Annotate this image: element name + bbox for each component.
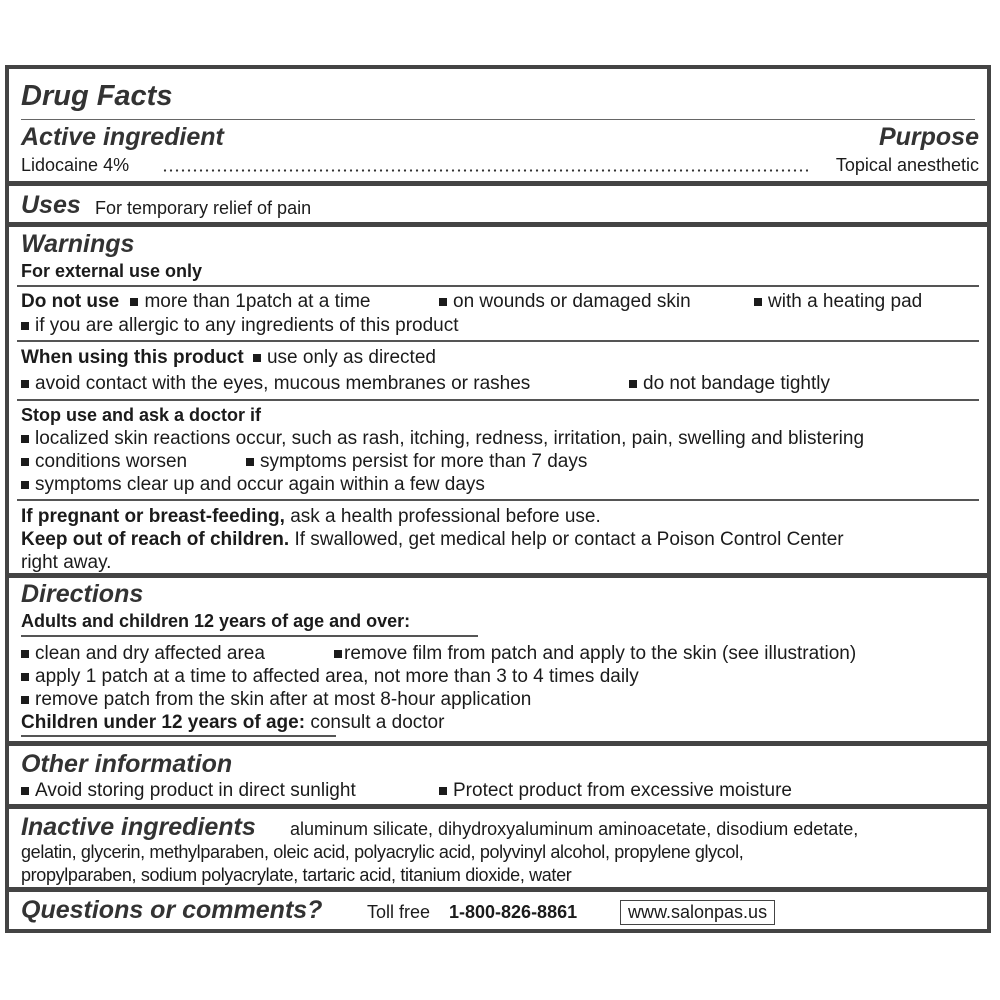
stop-use-label: Stop use and ask a doctor if xyxy=(21,405,262,425)
keep-out-warning xyxy=(21,530,844,549)
when-using-item: avoid contact with the eyes, mucous membranes or rashes xyxy=(35,373,531,394)
when-using-item: do not bandage tightly xyxy=(643,373,830,394)
do-not-use-item: more than 1patch at a time xyxy=(144,291,371,312)
stop-use-item-4 xyxy=(21,475,485,494)
directions-item-4 xyxy=(21,690,531,709)
bullet-icon xyxy=(21,380,29,388)
pregnancy-warning xyxy=(21,507,601,526)
bullet-icon xyxy=(21,787,29,795)
directions-item: remove film from patch and apply to the skin (see illustration) xyxy=(344,643,857,664)
when-using-line-2 xyxy=(21,374,530,393)
stop-use-item: symptoms clear up and occur again within a few days xyxy=(35,474,485,495)
warnings-rule xyxy=(17,340,979,342)
other-info-item-1 xyxy=(21,781,356,800)
section-divider xyxy=(9,887,987,892)
do-not-use-line-1c xyxy=(754,292,922,311)
children-label: Children under 12 years of age: xyxy=(21,712,306,733)
when-using-label: When using this product xyxy=(21,347,244,368)
bullet-icon xyxy=(629,380,637,388)
keep-out-text-cont: right away. xyxy=(21,552,112,573)
children-direction xyxy=(21,713,444,732)
warnings-heading: Warnings xyxy=(21,230,135,258)
do-not-use-label: Do not use xyxy=(21,291,120,312)
do-not-use-line-2 xyxy=(21,316,459,335)
directions-item: clean and dry affected area xyxy=(35,643,265,664)
when-using-item: use only as directed xyxy=(266,347,436,368)
section-divider xyxy=(9,804,987,809)
bullet-icon xyxy=(754,298,762,306)
keep-out-label: Keep out of reach of children. xyxy=(21,529,290,550)
directions-item: remove patch from the skin after at most 8-hour application xyxy=(35,689,532,710)
when-using-line-1 xyxy=(21,348,436,367)
bullet-icon xyxy=(21,458,29,466)
inactive-ingredients-line-3: propylparaben, sodium polyacrylate, tartaric acid, titanium dioxide, water xyxy=(21,865,572,885)
adults-label: Adults and children 12 years of age and over: xyxy=(21,611,411,631)
directions-item-3 xyxy=(21,667,639,686)
active-ingredient-name: Lidocaine 4% xyxy=(21,155,130,175)
pregnancy-text: ask a health professional before use. xyxy=(290,506,601,527)
warnings-rule xyxy=(17,499,979,501)
inactive-ingredients-line-1: aluminum silicate, dihydroxyaluminum aminoacetate, disodium edetate, xyxy=(290,819,859,839)
phone-number[interactable]: 1-800-826-8861 xyxy=(449,902,578,922)
inactive-ingredients-line-2: gelatin, glycerin, methylparaben, oleic acid, polyacrylic acid, polyvinyl alcohol, propylene glycol, xyxy=(21,842,744,862)
other-info-item: Avoid storing product in direct sunlight xyxy=(35,780,356,801)
bullet-icon xyxy=(21,673,29,681)
warnings-rule xyxy=(17,399,979,401)
uses-text: For temporary relief of pain xyxy=(95,198,312,218)
drug-facts-title: Drug Facts xyxy=(21,80,173,112)
bullet-icon xyxy=(334,650,342,658)
other-info-heading: Other information xyxy=(21,750,233,778)
keep-out-text: If swallowed, get medical help or contact a Poison Control Center xyxy=(294,529,844,550)
section-divider xyxy=(9,741,987,746)
directions-heading: Directions xyxy=(21,580,144,608)
other-info-item: Protect product from excessive moisture xyxy=(453,780,792,801)
stop-use-item: symptoms persist for more than 7 days xyxy=(260,451,588,472)
drug-facts-panel xyxy=(5,65,991,933)
warnings-rule xyxy=(17,285,979,287)
other-info-item-2 xyxy=(439,781,792,800)
leader-dots xyxy=(162,169,808,172)
inactive-ingredients-heading: Inactive ingredients xyxy=(21,813,256,841)
adults-underline xyxy=(21,635,478,637)
stop-use-item-3 xyxy=(246,452,587,471)
bullet-icon xyxy=(21,322,29,330)
do-not-use-item: on wounds or damaged skin xyxy=(453,291,691,312)
stop-use-item: conditions worsen xyxy=(35,451,188,472)
section-divider xyxy=(9,222,987,227)
website-link[interactable]: www.salonpas.us xyxy=(620,900,775,925)
stop-use-item: localized skin reactions occur, such as rash, itching, redness, irritation, pain, swelling and blistering xyxy=(35,428,865,449)
section-divider xyxy=(9,181,987,186)
active-ingredient-heading: Active ingredient xyxy=(21,123,224,151)
bullet-icon xyxy=(21,435,29,443)
bullet-icon xyxy=(439,298,447,306)
stop-use-item-2 xyxy=(21,452,187,471)
bullet-icon xyxy=(21,650,29,658)
do-not-use-item: with a heating pad xyxy=(768,291,923,312)
uses-heading: Uses xyxy=(21,191,81,219)
questions-heading: Questions or comments? xyxy=(21,896,323,924)
title-rule xyxy=(21,119,975,120)
when-using-line-2b xyxy=(629,374,830,393)
toll-free-label: Toll free xyxy=(367,902,431,922)
bullet-icon xyxy=(439,787,447,795)
children-text: consult a doctor xyxy=(310,712,445,733)
directions-item: apply 1 patch at a time to affected area, not more than 3 to 4 times daily xyxy=(35,666,639,687)
directions-item-2 xyxy=(334,644,856,663)
pregnancy-label: If pregnant or breast-feeding, xyxy=(21,506,285,527)
bullet-icon xyxy=(21,481,29,489)
purpose-text: Topical anesthetic xyxy=(835,155,979,175)
external-use-note: For external use only xyxy=(21,261,203,281)
do-not-use-item: if you are allergic to any ingredients of this product xyxy=(35,315,459,336)
do-not-use-line-1b xyxy=(439,292,691,311)
bullet-icon xyxy=(130,298,138,306)
bullet-icon xyxy=(246,458,254,466)
stop-use-item-1 xyxy=(21,429,864,448)
directions-item-1 xyxy=(21,644,265,663)
bullet-icon xyxy=(253,354,261,362)
section-divider xyxy=(9,573,987,578)
children-underline xyxy=(21,735,336,737)
purpose-heading: Purpose xyxy=(878,123,979,151)
do-not-use-line-1 xyxy=(21,292,370,311)
bullet-icon xyxy=(21,696,29,704)
